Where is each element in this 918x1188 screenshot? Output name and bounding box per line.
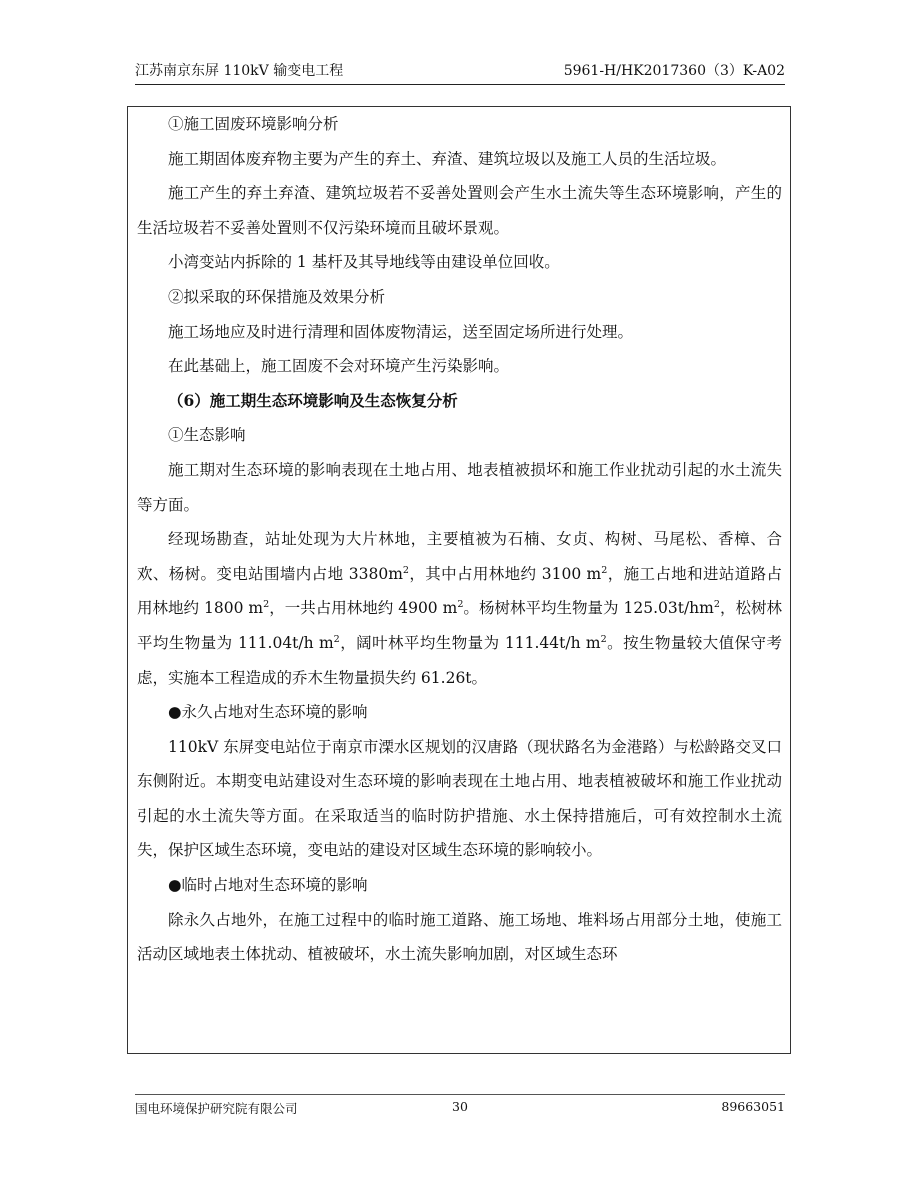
section-heading-eco-impact: ①生态影响 [168, 426, 246, 445]
survey-text-1: 经现场勘查，站址处现为大片林地，主要植被为石楠、女贞、构树、马尾松、香樟、合欢、杨树。变电站围墙内占地 3380m [137, 530, 782, 583]
survey-text-7: ，阔叶林平均生物量为 111.44t/h m [339, 633, 601, 652]
section-heading-ecology: （6）施工期生态环境影响及生态恢复分析 [168, 390, 458, 410]
paragraph-pole-removal: 小湾变站内拆除的 1 基杆及其导地线等由建设单位回收。 [168, 253, 560, 272]
superscript: 2 [263, 599, 270, 611]
page-number: 30 [452, 1099, 468, 1114]
document-body [128, 107, 790, 972]
organization-name: 国电环境保护研究院有限公司 [135, 1101, 298, 1116]
survey-text-4: ，一共占用林地约 4900 m [269, 599, 458, 618]
survey-text-8: 。按生物量较大值保守考虑，实施本工程造成的乔木生物量损失约 61.26t。 [137, 633, 782, 687]
survey-text-6: ，松树林平均生物量为 111.04t/h m [137, 599, 783, 652]
superscript: 2 [402, 564, 410, 576]
page-header [135, 58, 785, 85]
paragraph-site-cleanup: 施工场地应及时进行清理和固体废物清运，送至固定场所进行处理。 [168, 322, 634, 341]
superscript: 2 [457, 599, 464, 611]
superscript: 2 [601, 564, 608, 576]
page-footer [135, 1094, 785, 1116]
superscript: 2 [333, 633, 340, 645]
paragraph-eco-impact: 施工期对生态环境的影响表现在土地占用、地表植被损坏和施工作业扰动引起的水土流失等方面。 [137, 460, 782, 514]
paragraph-permanent-land: 110kV 东屏变电站位于南京市溧水区规划的汉唐路（现状路名为金港路）与松龄路交叉口东侧附近。本期变电站建设对生态环境的影响表现在土地占用、地表植被破坏和施工作业扰动引起的水土流失等方面。在采取适当的临时防护措施、水土保持措施后，可有效控制水土流失，保护区域生态环境，变电站的建设对区域生态环境的影响较小。 [137, 737, 782, 860]
paragraph-solid-waste: 施工期固体废弃物主要为产生的弃土、弃渣、建筑垃圾以及施工人员的生活垃圾。 [168, 149, 727, 168]
project-title: 江苏南京东屏 110kV 输变电工程 [135, 63, 344, 79]
paragraph-site-survey [137, 522, 782, 695]
bullet-heading-temporary: ●临时占地对生态环境的影响 [168, 876, 368, 895]
document-code: 5961-H/HK2017360（3）K-A02 [563, 63, 785, 79]
bullet-heading-permanent: ●永久占地对生态环境的影响 [168, 703, 368, 722]
section-heading-measures: ②拟采取的环保措施及效果分析 [168, 287, 386, 306]
survey-text-5: 。杨树林平均生物量为 125.03t/hm [463, 599, 714, 618]
superscript: 2 [713, 599, 720, 611]
phone-number: 89663051 [721, 1099, 785, 1114]
paragraph-conclusion: 在此基础上，施工固废不会对环境产生污染影响。 [168, 357, 510, 376]
paragraph-waste-disposal: 施工产生的弃土弃渣、建筑垃圾若不妥善处置则会产生水土流失等生态环境影响，产生的生活垃圾若不妥善处置则不仅污染环境而且破坏景观。 [137, 184, 782, 237]
superscript: 2 [600, 633, 607, 645]
content-frame [127, 106, 791, 1054]
survey-text-2: ，其中占用林地约 3100 m [409, 564, 602, 583]
survey-text-3: ，施工占地和进站道路占用林地约 1800 m [137, 564, 782, 618]
paragraph-temporary-land: 除永久占地外，在施工过程中的临时施工道路、施工场地、堆料场占用部分土地，使施工活动区域地表土体扰动、植被破坏，水土流失影响加剧，对区域生态环 [137, 910, 782, 964]
section-heading-waste-impact: ①施工固废环境影响分析 [168, 115, 339, 133]
